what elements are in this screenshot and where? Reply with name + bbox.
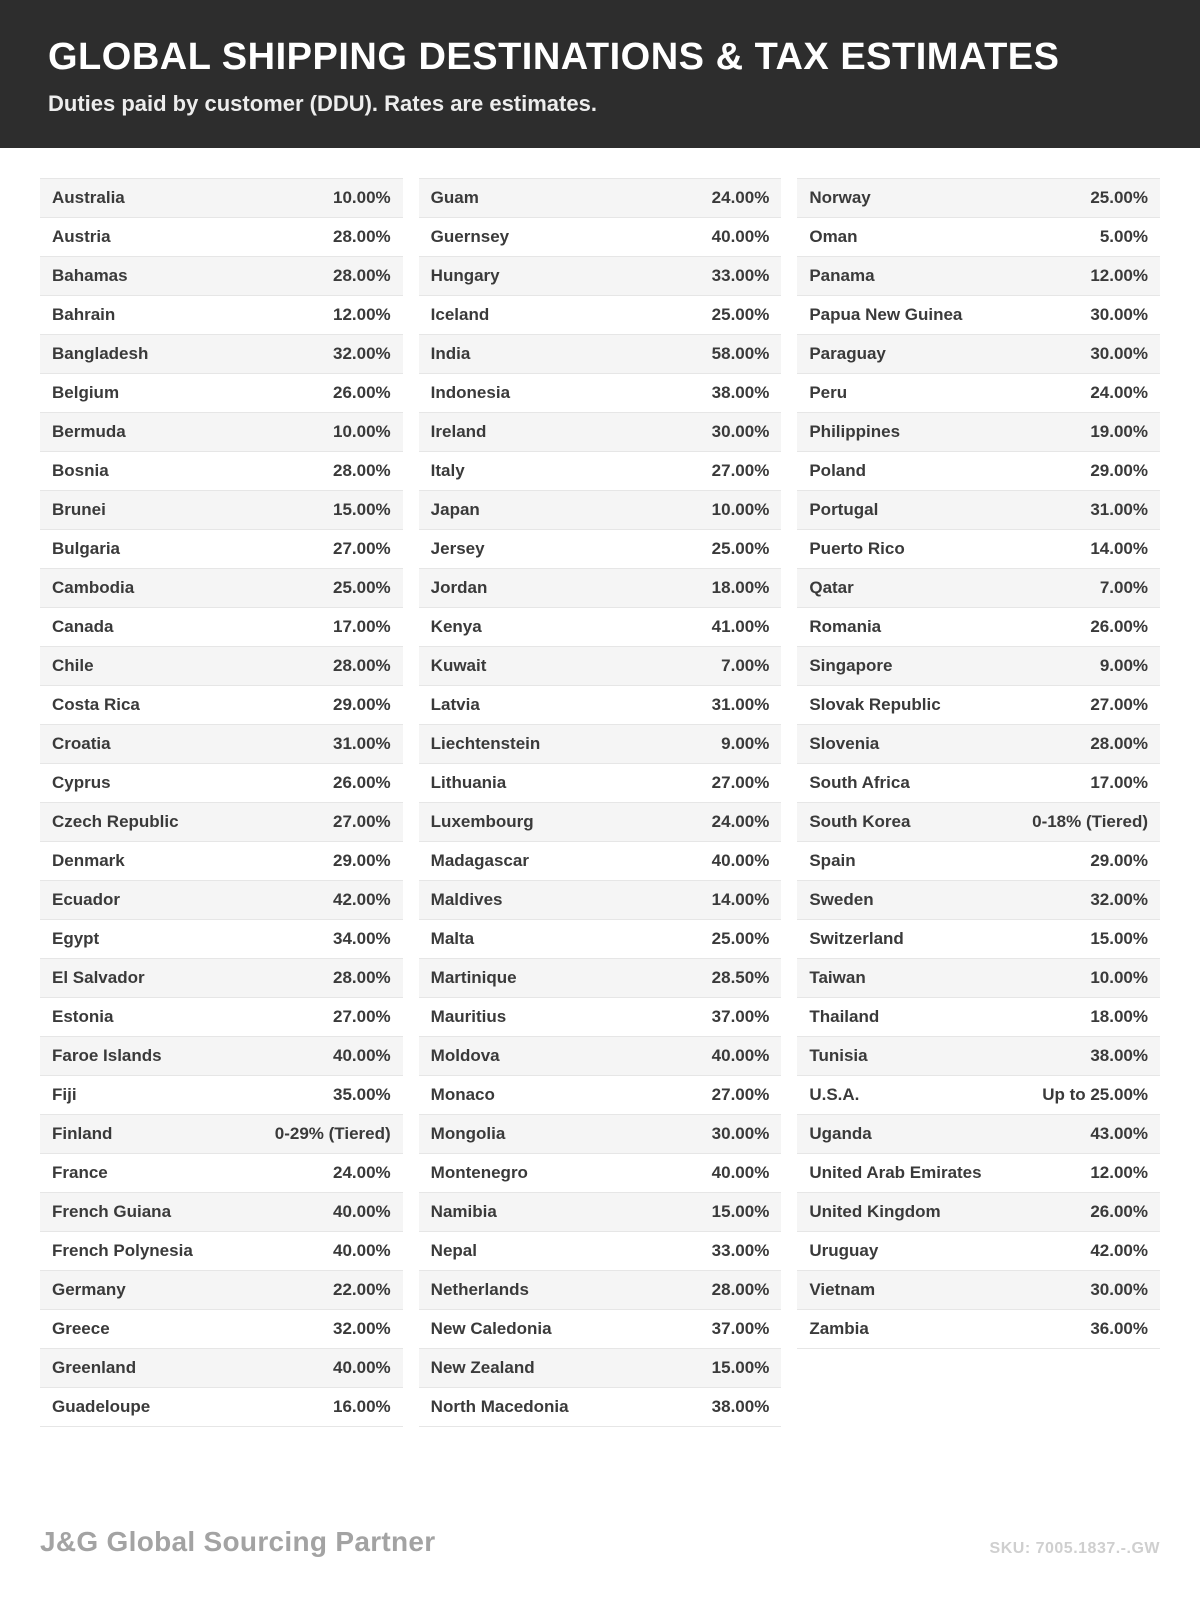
country-cell: Jersey bbox=[430, 539, 485, 558]
table-row bbox=[419, 452, 782, 491]
table-row bbox=[40, 452, 403, 491]
rates-table bbox=[0, 148, 1200, 1427]
country-cell: Latvia bbox=[430, 695, 480, 714]
rate-cell: 16.00% bbox=[333, 1397, 391, 1416]
table-row bbox=[40, 179, 403, 218]
country-cell: Portugal bbox=[809, 500, 879, 519]
rate-cell: 18.00% bbox=[711, 578, 770, 597]
rate-cell: 58.00% bbox=[711, 344, 770, 363]
country-cell: U.S.A. bbox=[809, 1085, 860, 1104]
country-cell: Tunisia bbox=[809, 1046, 868, 1065]
table-row bbox=[797, 1076, 1160, 1115]
country-cell: Japan bbox=[430, 500, 480, 519]
country-cell: Netherlands bbox=[430, 1280, 529, 1299]
rate-cell: 27.00% bbox=[333, 812, 391, 831]
table-row bbox=[797, 569, 1160, 608]
country-cell: Iceland bbox=[430, 305, 490, 324]
rate-cell: 26.00% bbox=[333, 383, 391, 402]
rate-cell: 37.00% bbox=[711, 1007, 770, 1026]
table-row bbox=[797, 179, 1160, 218]
rate-cell: 24.00% bbox=[711, 188, 770, 207]
country-cell: Croatia bbox=[52, 734, 111, 753]
table-row bbox=[797, 920, 1160, 959]
table-row bbox=[40, 1232, 403, 1271]
rate-cell: 25.00% bbox=[711, 539, 770, 558]
table-row bbox=[797, 608, 1160, 647]
rate-cell: 31.00% bbox=[711, 695, 770, 714]
country-cell: Austria bbox=[52, 227, 111, 246]
country-cell: Egypt bbox=[52, 929, 100, 948]
table-row bbox=[40, 881, 403, 920]
table-row bbox=[419, 1271, 782, 1310]
country-cell: Belgium bbox=[52, 383, 120, 402]
rate-cell: 9.00% bbox=[1099, 656, 1149, 675]
table-row bbox=[797, 725, 1160, 764]
country-cell: Taiwan bbox=[809, 968, 866, 987]
rate-cell: 32.00% bbox=[333, 1319, 391, 1338]
rate-cell: 31.00% bbox=[333, 734, 391, 753]
table-row bbox=[419, 881, 782, 920]
table-row bbox=[40, 335, 403, 374]
table-row bbox=[419, 491, 782, 530]
country-cell: South Korea bbox=[809, 812, 911, 831]
table-row bbox=[40, 569, 403, 608]
rate-cell: 27.00% bbox=[333, 539, 391, 558]
page-title: GLOBAL SHIPPING DESTINATIONS & TAX ESTIMATES bbox=[48, 36, 1060, 78]
rate-cell: 38.00% bbox=[711, 1397, 770, 1416]
country-cell: Kenya bbox=[430, 617, 482, 636]
country-cell: France bbox=[52, 1163, 108, 1182]
table-row bbox=[419, 725, 782, 764]
table-row bbox=[419, 413, 782, 452]
country-cell: Germany bbox=[52, 1280, 126, 1299]
rate-cell: 30.00% bbox=[1090, 1280, 1149, 1299]
country-cell: Thailand bbox=[809, 1007, 880, 1026]
country-cell: Liechtenstein bbox=[430, 734, 541, 753]
country-cell: Kuwait bbox=[430, 656, 487, 675]
table-row bbox=[419, 1349, 782, 1388]
table-row bbox=[419, 530, 782, 569]
rate-cell: 15.00% bbox=[711, 1358, 770, 1377]
rate-cell: 40.00% bbox=[333, 1202, 391, 1221]
rates-column-2 bbox=[419, 178, 782, 1427]
country-cell: Oman bbox=[809, 227, 858, 246]
rate-cell: 40.00% bbox=[711, 1046, 770, 1065]
rate-cell: 14.00% bbox=[1090, 539, 1149, 558]
rate-cell: 10.00% bbox=[711, 500, 770, 519]
table-row bbox=[797, 1193, 1160, 1232]
country-cell: New Zealand bbox=[430, 1358, 535, 1377]
country-cell: North Macedonia bbox=[430, 1397, 569, 1416]
rate-cell: 28.00% bbox=[333, 968, 391, 987]
rate-cell: 37.00% bbox=[711, 1319, 770, 1338]
table-row bbox=[419, 1037, 782, 1076]
table-row bbox=[419, 1388, 782, 1427]
table-row bbox=[40, 1076, 403, 1115]
rate-cell: 30.00% bbox=[1090, 344, 1149, 363]
table-row bbox=[797, 1154, 1160, 1193]
rate-cell: 28.00% bbox=[333, 656, 391, 675]
table-row bbox=[419, 1232, 782, 1271]
table-row bbox=[797, 530, 1160, 569]
country-cell: Bulgaria bbox=[52, 539, 121, 558]
table-row bbox=[40, 1037, 403, 1076]
table-row bbox=[797, 1037, 1160, 1076]
table-row bbox=[797, 1271, 1160, 1310]
country-cell: Zambia bbox=[809, 1319, 869, 1338]
rate-cell: 27.00% bbox=[333, 1007, 391, 1026]
rates-column-1 bbox=[40, 178, 403, 1427]
country-cell: Guam bbox=[430, 188, 479, 207]
country-cell: Costa Rica bbox=[52, 695, 140, 714]
table-row bbox=[419, 296, 782, 335]
country-cell: French Polynesia bbox=[52, 1241, 193, 1260]
table-row bbox=[40, 530, 403, 569]
table-row bbox=[40, 296, 403, 335]
country-cell: Italy bbox=[430, 461, 465, 480]
rate-cell: 25.00% bbox=[333, 578, 391, 597]
country-cell: Ecuador bbox=[52, 890, 121, 909]
table-row bbox=[40, 803, 403, 842]
country-cell: Paraguay bbox=[809, 344, 886, 363]
country-cell: Greenland bbox=[52, 1358, 137, 1377]
country-cell: Poland bbox=[809, 461, 867, 480]
table-row bbox=[419, 686, 782, 725]
table-row bbox=[419, 608, 782, 647]
table-row bbox=[419, 179, 782, 218]
table-row bbox=[40, 1310, 403, 1349]
rate-cell: 15.00% bbox=[711, 1202, 770, 1221]
country-cell: Bangladesh bbox=[52, 344, 149, 363]
country-cell: Madagascar bbox=[430, 851, 529, 870]
rate-cell: 17.00% bbox=[333, 617, 391, 636]
rate-cell: 12.00% bbox=[1090, 266, 1149, 285]
country-cell: Bahrain bbox=[52, 305, 116, 324]
country-cell: Lithuania bbox=[430, 773, 507, 792]
table-row bbox=[40, 218, 403, 257]
country-cell: Spain bbox=[809, 851, 856, 870]
rate-cell: 35.00% bbox=[333, 1085, 391, 1104]
rate-cell: 9.00% bbox=[721, 734, 770, 753]
table-row bbox=[797, 764, 1160, 803]
country-cell: Mongolia bbox=[430, 1124, 506, 1143]
table-row bbox=[419, 1310, 782, 1349]
rate-cell: 29.00% bbox=[1090, 851, 1149, 870]
rate-cell: 17.00% bbox=[1090, 773, 1149, 792]
rate-cell: 33.00% bbox=[711, 266, 770, 285]
table-row bbox=[419, 569, 782, 608]
table-row bbox=[419, 959, 782, 998]
table-row bbox=[40, 1115, 403, 1154]
table-row bbox=[419, 1076, 782, 1115]
rate-cell: Up to 25.00% bbox=[1042, 1085, 1149, 1104]
rate-cell: 38.00% bbox=[711, 383, 770, 402]
country-cell: Czech Republic bbox=[52, 812, 179, 831]
table-row bbox=[419, 374, 782, 413]
rate-cell: 28.00% bbox=[1090, 734, 1149, 753]
country-cell: Estonia bbox=[52, 1007, 114, 1026]
table-row bbox=[797, 803, 1160, 842]
rate-cell: 15.00% bbox=[1090, 929, 1149, 948]
table-row bbox=[40, 1349, 403, 1388]
country-cell: Puerto Rico bbox=[809, 539, 905, 558]
table-row bbox=[797, 842, 1160, 881]
rate-cell: 25.00% bbox=[711, 929, 770, 948]
rate-cell: 31.00% bbox=[1090, 500, 1149, 519]
country-cell: Papua New Guinea bbox=[809, 305, 963, 324]
rate-cell: 29.00% bbox=[333, 695, 391, 714]
country-cell: South Africa bbox=[809, 773, 910, 792]
country-cell: Namibia bbox=[430, 1202, 497, 1221]
brand-name: J&G Global Sourcing Partner bbox=[40, 1526, 436, 1557]
rate-cell: 40.00% bbox=[333, 1358, 391, 1377]
table-row bbox=[797, 686, 1160, 725]
rate-cell: 40.00% bbox=[711, 227, 770, 246]
rate-cell: 26.00% bbox=[333, 773, 391, 792]
table-row bbox=[40, 920, 403, 959]
country-cell: Montenegro bbox=[430, 1163, 528, 1182]
table-row bbox=[419, 920, 782, 959]
country-cell: Hungary bbox=[430, 266, 500, 285]
table-row bbox=[419, 998, 782, 1037]
table-row bbox=[797, 452, 1160, 491]
rate-cell: 27.00% bbox=[1090, 695, 1149, 714]
table-row bbox=[419, 842, 782, 881]
table-row bbox=[419, 335, 782, 374]
country-cell: Monaco bbox=[430, 1085, 495, 1104]
country-cell: Bermuda bbox=[52, 422, 126, 441]
rate-cell: 12.00% bbox=[333, 305, 391, 324]
rate-cell: 28.00% bbox=[333, 266, 391, 285]
country-cell: Finland bbox=[52, 1124, 113, 1143]
country-cell: Switzerland bbox=[809, 929, 904, 948]
table-row bbox=[797, 1115, 1160, 1154]
country-cell: Australia bbox=[52, 188, 125, 207]
rate-cell: 10.00% bbox=[333, 188, 391, 207]
rate-cell: 32.00% bbox=[333, 344, 391, 363]
country-cell: United Arab Emirates bbox=[809, 1163, 982, 1182]
rate-cell: 24.00% bbox=[711, 812, 770, 831]
table-row bbox=[797, 296, 1160, 335]
country-cell: Qatar bbox=[809, 578, 854, 597]
table-row bbox=[40, 725, 403, 764]
country-cell: Chile bbox=[52, 656, 94, 675]
country-cell: Cambodia bbox=[52, 578, 135, 597]
table-row bbox=[40, 764, 403, 803]
table-row bbox=[40, 647, 403, 686]
rate-cell: 26.00% bbox=[1090, 617, 1149, 636]
rate-cell: 24.00% bbox=[1090, 383, 1149, 402]
rate-cell: 29.00% bbox=[1090, 461, 1149, 480]
rate-cell: 28.00% bbox=[333, 461, 391, 480]
table-row bbox=[797, 998, 1160, 1037]
rate-cell: 36.00% bbox=[1090, 1319, 1149, 1338]
table-row bbox=[40, 491, 403, 530]
page-subtitle: Duties paid by customer (DDU). Rates are estimates. bbox=[48, 91, 597, 116]
country-cell: Uganda bbox=[809, 1124, 872, 1143]
table-row bbox=[40, 842, 403, 881]
country-cell: Peru bbox=[809, 383, 848, 402]
table-row bbox=[797, 647, 1160, 686]
table-row bbox=[40, 374, 403, 413]
rate-cell: 7.00% bbox=[1099, 578, 1149, 597]
table-row bbox=[797, 374, 1160, 413]
page-header bbox=[0, 0, 1200, 148]
rate-cell: 40.00% bbox=[333, 1241, 391, 1260]
country-cell: Cyprus bbox=[52, 773, 111, 792]
country-cell: Norway bbox=[809, 188, 871, 207]
rate-cell: 10.00% bbox=[333, 422, 391, 441]
table-row bbox=[797, 413, 1160, 452]
rate-cell: 15.00% bbox=[333, 500, 391, 519]
country-cell: Bahamas bbox=[52, 266, 128, 285]
table-row bbox=[419, 257, 782, 296]
rate-cell: 27.00% bbox=[711, 461, 770, 480]
rate-cell: 19.00% bbox=[1090, 422, 1149, 441]
country-cell: French Guiana bbox=[52, 1202, 172, 1221]
country-cell: Singapore bbox=[809, 656, 893, 675]
country-cell: United Kingdom bbox=[809, 1202, 941, 1221]
rate-cell: 10.00% bbox=[1090, 968, 1149, 987]
country-cell: Fiji bbox=[52, 1085, 77, 1104]
rate-cell: 42.00% bbox=[333, 890, 391, 909]
table-row bbox=[419, 1154, 782, 1193]
country-cell: Moldova bbox=[430, 1046, 500, 1065]
country-cell: Romania bbox=[809, 617, 882, 636]
country-cell: Slovenia bbox=[809, 734, 880, 753]
table-row bbox=[40, 686, 403, 725]
rate-cell: 18.00% bbox=[1090, 1007, 1149, 1026]
country-cell: Ireland bbox=[430, 422, 487, 441]
country-cell: Slovak Republic bbox=[809, 695, 941, 714]
table-row bbox=[797, 1310, 1160, 1349]
rate-cell: 5.00% bbox=[1099, 227, 1149, 246]
rate-cell: 0-18% (Tiered) bbox=[1032, 812, 1149, 831]
rate-cell: 25.00% bbox=[711, 305, 770, 324]
country-cell: Malta bbox=[430, 929, 475, 948]
table-row bbox=[40, 1193, 403, 1232]
rate-cell: 14.00% bbox=[711, 890, 770, 909]
rate-cell: 27.00% bbox=[711, 773, 770, 792]
country-cell: Greece bbox=[52, 1319, 110, 1338]
country-cell: Luxembourg bbox=[430, 812, 534, 831]
rates-column-3 bbox=[797, 178, 1160, 1349]
rate-cell: 26.00% bbox=[1090, 1202, 1149, 1221]
table-row bbox=[797, 881, 1160, 920]
rate-cell: 42.00% bbox=[1090, 1241, 1149, 1260]
country-cell: Philippines bbox=[809, 422, 901, 441]
rate-cell: 28.50% bbox=[711, 968, 770, 987]
table-row bbox=[40, 257, 403, 296]
country-cell: Sweden bbox=[809, 890, 874, 909]
table-row bbox=[40, 959, 403, 998]
country-cell: Vietnam bbox=[809, 1280, 876, 1299]
country-cell: Nepal bbox=[430, 1241, 477, 1260]
rate-cell: 30.00% bbox=[711, 422, 770, 441]
rate-cell: 32.00% bbox=[1090, 890, 1149, 909]
country-cell: Indonesia bbox=[430, 383, 511, 402]
rate-cell: 28.00% bbox=[333, 227, 391, 246]
country-cell: Brunei bbox=[52, 500, 106, 519]
table-row bbox=[40, 1154, 403, 1193]
table-row bbox=[419, 1115, 782, 1154]
country-cell: Maldives bbox=[430, 890, 503, 909]
table-row bbox=[419, 803, 782, 842]
rate-cell: 40.00% bbox=[711, 1163, 770, 1182]
rate-cell: 27.00% bbox=[711, 1085, 770, 1104]
rate-cell: 24.00% bbox=[333, 1163, 391, 1182]
country-cell: Guadeloupe bbox=[52, 1397, 151, 1416]
country-cell: Guernsey bbox=[430, 227, 510, 246]
rate-cell: 25.00% bbox=[1090, 188, 1149, 207]
rate-cell: 30.00% bbox=[711, 1124, 770, 1143]
rate-cell: 29.00% bbox=[333, 851, 391, 870]
rate-cell: 43.00% bbox=[1090, 1124, 1149, 1143]
country-cell: Denmark bbox=[52, 851, 125, 870]
table-row bbox=[797, 335, 1160, 374]
table-row bbox=[40, 1271, 403, 1310]
rate-cell: 7.00% bbox=[721, 656, 770, 675]
rate-cell: 22.00% bbox=[333, 1280, 391, 1299]
table-row bbox=[419, 218, 782, 257]
country-cell: Bosnia bbox=[52, 461, 109, 480]
table-row bbox=[419, 647, 782, 686]
rate-cell: 41.00% bbox=[711, 617, 770, 636]
table-row bbox=[797, 218, 1160, 257]
rate-cell: 38.00% bbox=[1090, 1046, 1149, 1065]
sku-label: SKU: 7005.1837.-.GW bbox=[989, 1540, 1160, 1557]
table-row bbox=[40, 608, 403, 647]
rate-cell: 34.00% bbox=[333, 929, 391, 948]
country-cell: Jordan bbox=[430, 578, 488, 597]
table-row bbox=[797, 1232, 1160, 1271]
country-cell: Faroe Islands bbox=[52, 1046, 162, 1065]
table-row bbox=[40, 1388, 403, 1427]
rate-cell: 28.00% bbox=[711, 1280, 770, 1299]
table-row bbox=[797, 257, 1160, 296]
rate-cell: 30.00% bbox=[1090, 305, 1149, 324]
rate-cell: 33.00% bbox=[711, 1241, 770, 1260]
country-cell: India bbox=[430, 344, 471, 363]
table-row bbox=[419, 1193, 782, 1232]
country-cell: Mauritius bbox=[430, 1007, 507, 1026]
rate-cell: 40.00% bbox=[711, 851, 770, 870]
rate-cell: 40.00% bbox=[333, 1046, 391, 1065]
table-row bbox=[40, 998, 403, 1037]
country-cell: El Salvador bbox=[52, 968, 145, 987]
table-row bbox=[797, 959, 1160, 998]
country-cell: Canada bbox=[52, 617, 114, 636]
table-row bbox=[797, 491, 1160, 530]
country-cell: Panama bbox=[809, 266, 875, 285]
rate-cell: 12.00% bbox=[1090, 1163, 1149, 1182]
country-cell: Uruguay bbox=[809, 1241, 879, 1260]
table-row bbox=[40, 413, 403, 452]
country-cell: New Caledonia bbox=[430, 1319, 552, 1338]
page-footer bbox=[0, 1526, 1200, 1600]
rate-cell: 0-29% (Tiered) bbox=[274, 1124, 391, 1143]
table-row bbox=[419, 764, 782, 803]
country-cell: Martinique bbox=[430, 968, 517, 987]
